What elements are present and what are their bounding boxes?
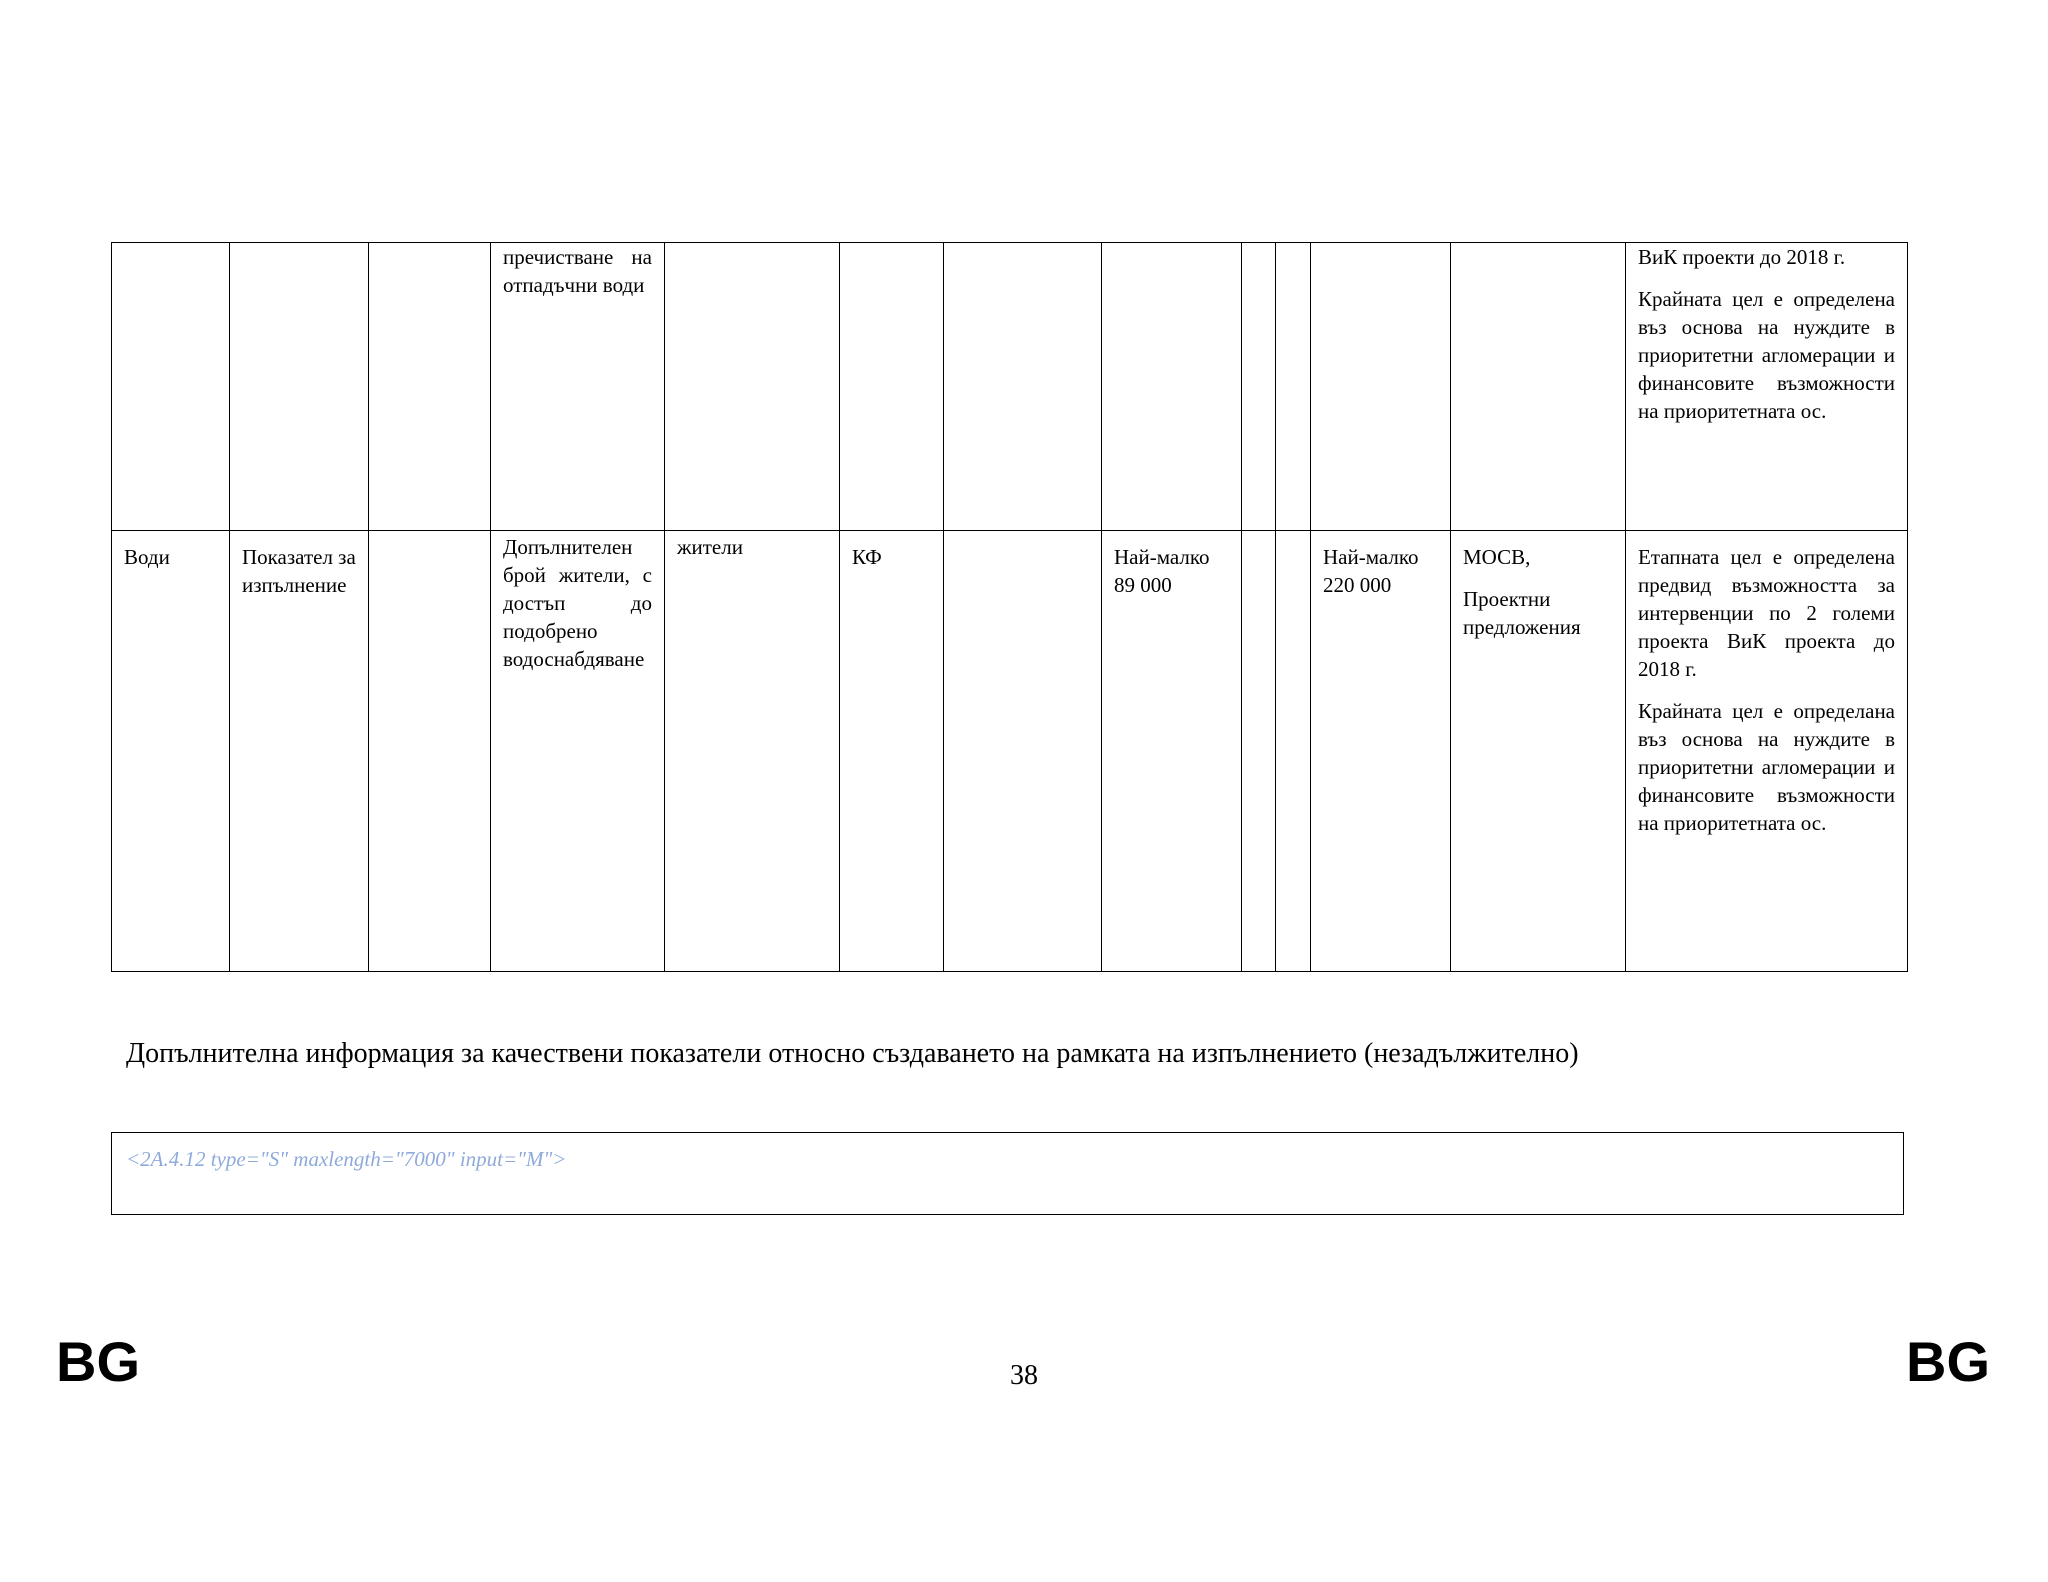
milestone-men-cell: [1242, 531, 1276, 972]
additional-info-label: Допълнителна информация за качествени показатели относно създаването на рамката на изпълнението (незадължително): [126, 1038, 1579, 1069]
justification-cell: [1626, 531, 1908, 972]
justification-paragraph: Крайната цел е определана въз основа на нуждите в приоритетни агломерации и финансовите възможности на приоритетната ос.: [1638, 699, 1895, 835]
additional-info-field[interactable]: [111, 1132, 1904, 1215]
table-row: [112, 243, 1908, 531]
table-row: [112, 531, 1908, 972]
category-cell: [944, 243, 1102, 531]
indicator-type-cell: Показател за изпълнение: [230, 531, 369, 972]
indicator-type-cell: [230, 243, 369, 531]
indicator-id-cell: [369, 531, 491, 972]
unit-cell: жители: [665, 531, 840, 972]
performance-framework-table: [111, 242, 1908, 972]
definition-cell: Допълнителен брой жители, с достъп до подобрено водоснабдяване: [491, 531, 665, 972]
indicator-id-cell: [369, 243, 491, 531]
source-cell: [1451, 243, 1626, 531]
fund-cell: [840, 243, 944, 531]
definition-cell: пречистване на отпадъчни води: [491, 243, 665, 531]
priority-axis-cell: Води: [112, 531, 230, 972]
fund-cell: КФ: [840, 531, 944, 972]
category-cell: [944, 531, 1102, 972]
milestone-women-cell: [1276, 243, 1311, 531]
language-mark-right: BG: [1906, 1330, 1990, 1393]
field-placeholder: <2A.4.12 type="S" maxlength="7000" input="M">: [126, 1147, 567, 1171]
page-number: 38: [1010, 1360, 1038, 1391]
source-cell: [1451, 531, 1626, 972]
milestone-cell: Най-малко 89 000: [1102, 531, 1242, 972]
language-mark-left: BG: [56, 1330, 140, 1393]
milestone-women-cell: [1276, 531, 1311, 972]
source-paragraph: МОСВ,: [1463, 545, 1531, 569]
milestone-cell: [1102, 243, 1242, 531]
priority-axis-cell: [112, 243, 230, 531]
justification-paragraph: Крайната цел е определена въз основа на нуждите в приоритетни агломерации и финансовите възможности на приоритетната ос.: [1638, 287, 1895, 423]
final-target-cell: [1311, 243, 1451, 531]
justification-paragraph: ВиК проекти до 2018 г.: [1638, 245, 1846, 269]
source-paragraph: Проектни предложения: [1463, 587, 1581, 639]
final-target-cell: Най-малко 220 000: [1311, 531, 1451, 972]
unit-cell: [665, 243, 840, 531]
justification-cell: [1626, 243, 1908, 531]
milestone-men-cell: [1242, 243, 1276, 531]
justification-paragraph: Етапната цел е определена предвид възможността за интервенции по 2 големи проекта ВиК проекта до 2018 г.: [1638, 545, 1895, 681]
